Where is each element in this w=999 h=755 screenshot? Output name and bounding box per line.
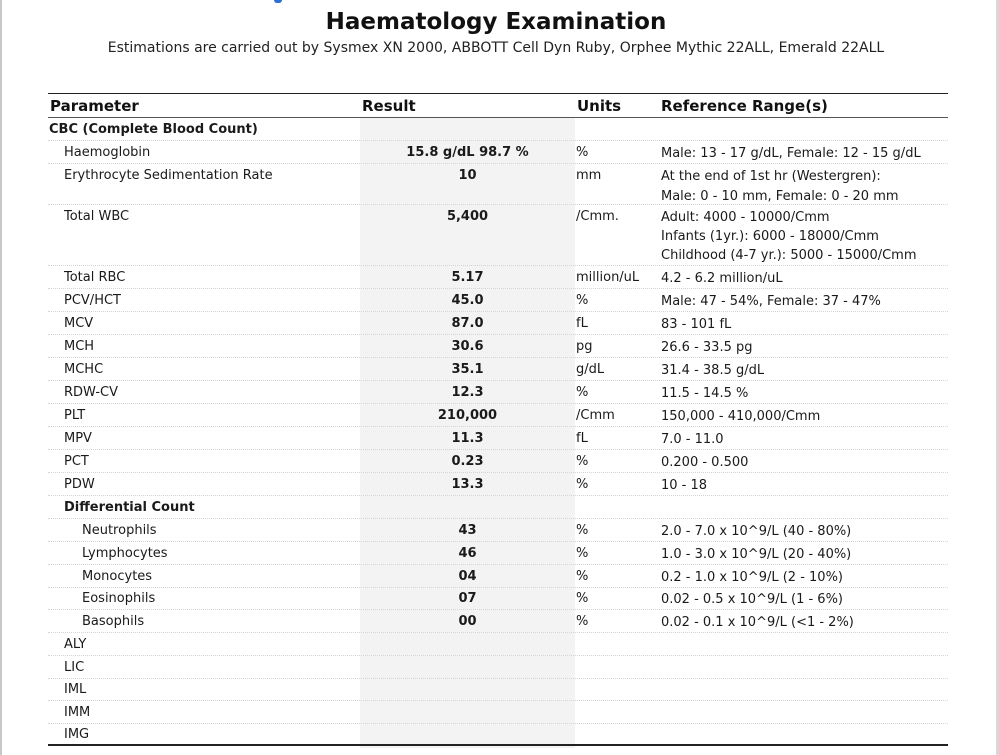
param-monocytes: Monocytes: [82, 569, 153, 584]
table-row: [48, 118, 948, 141]
param-mchc: MCHC: [64, 362, 104, 377]
table-row: [48, 496, 948, 519]
table-row: [48, 701, 948, 724]
param-pdw: PDW: [64, 477, 95, 492]
reference-range: 10 - 18: [661, 478, 708, 493]
result-value: 12.3: [451, 385, 484, 400]
result-value: 43: [458, 523, 477, 538]
unit-value: %: [576, 569, 589, 584]
reference-range: 4.2 - 6.2 million/uL: [661, 271, 783, 286]
table-row: [48, 266, 948, 289]
reference-range: At the end of 1st hr (Westergren):: [661, 169, 881, 184]
result-value: 30.6: [451, 339, 484, 354]
param-eosinophils: Eosinophils: [82, 591, 156, 606]
reference-range: 0.02 - 0.1 x 10^9/L (<1 - 2%): [661, 615, 854, 630]
table-row: [48, 205, 948, 266]
table-row: [48, 312, 948, 335]
unit-value: %: [576, 523, 589, 538]
reference-range: 83 - 101 fL: [661, 317, 732, 332]
table-row: [48, 542, 948, 565]
reference-range: 0.200 - 0.500: [661, 455, 749, 470]
param-total-rbc: Total RBC: [64, 270, 126, 285]
result-value: 15.8 g/dL 98.7 %: [406, 145, 529, 160]
unit-value: %: [576, 477, 589, 492]
table-row: [48, 473, 948, 496]
result-value: 10: [458, 168, 477, 183]
unit-value: %: [576, 145, 589, 160]
param-img: IMG: [64, 727, 90, 742]
reference-range: 0.02 - 0.5 x 10^9/L (1 - 6%): [661, 592, 843, 607]
result-value: 11.3: [451, 431, 484, 446]
unit-value: pg: [576, 339, 593, 354]
result-value: 46: [458, 546, 477, 561]
param-plt: PLT: [64, 408, 86, 423]
param-aly: ALY: [64, 637, 87, 652]
column-header-units: Units: [577, 97, 622, 115]
unit-value: %: [576, 546, 589, 561]
reference-range: 7.0 - 11.0: [661, 432, 724, 447]
result-value: 45.0: [451, 293, 484, 308]
reference-range: 1.0 - 3.0 x 10^9/L (20 - 40%): [661, 547, 852, 562]
param-pcv-hct: PCV/HCT: [64, 293, 121, 308]
unit-value: %: [576, 591, 589, 606]
table-row: [48, 141, 948, 164]
reference-range: Adult: 4000 - 10000/Cmm: [661, 210, 830, 225]
table-bottom-rule: [48, 744, 948, 746]
unit-value: %: [576, 614, 589, 629]
table-row: [48, 381, 948, 404]
column-header-parameter: Parameter: [50, 97, 139, 115]
table-row: [48, 427, 948, 450]
unit-value: /Cmm: [576, 408, 615, 423]
unit-value: fL: [576, 431, 588, 446]
table-row: [48, 404, 948, 427]
section-heading-differential-count: Differential Count: [64, 500, 195, 515]
reference-range-line-2: Male: 0 - 10 mm, Female: 0 - 20 mm: [661, 189, 899, 204]
result-value: 07: [458, 591, 477, 606]
reference-range: 11.5 - 14.5 %: [661, 386, 749, 401]
unit-value: %: [576, 454, 589, 469]
reference-range-line-2: Infants (1yr.): 6000 - 18000/Cmm: [661, 229, 879, 244]
table-row: [48, 519, 948, 542]
page-left-edge: [0, 0, 2, 755]
table-row: [48, 610, 948, 633]
column-header-result: Result: [362, 97, 416, 115]
reference-range: Male: 13 - 17 g/dL, Female: 12 - 15 g/dL: [661, 146, 921, 161]
unit-value: fL: [576, 316, 588, 331]
result-value: 13.3: [451, 477, 484, 492]
blue-scroll-mark: [274, 0, 282, 3]
table-row: [48, 633, 948, 656]
reference-range: 0.2 - 1.0 x 10^9/L (2 - 10%): [661, 570, 843, 585]
result-value: 5,400: [446, 209, 489, 224]
param-lymphocytes: Lymphocytes: [82, 546, 168, 561]
table-row: [48, 358, 948, 381]
param-basophils: Basophils: [82, 614, 145, 629]
table-row: [48, 723, 948, 744]
table-row: [48, 587, 948, 610]
column-header-reference: Reference Range(s): [661, 97, 828, 115]
param-mcv: MCV: [64, 316, 94, 331]
param-iml: IML: [64, 682, 87, 697]
reference-range: 31.4 - 38.5 g/dL: [661, 363, 765, 378]
result-value: 00: [458, 614, 477, 629]
table-row: [48, 164, 948, 205]
unit-value: mm: [576, 168, 602, 183]
table-top-rule: [48, 93, 948, 94]
result-value: 210,000: [437, 408, 498, 423]
param-rdw-cv: RDW-CV: [64, 385, 119, 400]
param-haemoglobin: Haemoglobin: [64, 145, 151, 160]
param-lic: LIC: [64, 660, 85, 675]
table-row: [48, 450, 948, 473]
reference-range: 26.6 - 33.5 pg: [661, 340, 753, 355]
reference-range: 150,000 - 410,000/Cmm: [661, 409, 821, 424]
unit-value: /Cmm.: [576, 209, 619, 224]
param-imm: IMM: [64, 705, 91, 720]
param-total-wbc: Total WBC: [64, 209, 130, 224]
table-row: [48, 565, 948, 588]
param-neutrophils: Neutrophils: [82, 523, 157, 538]
table-row: [48, 678, 948, 701]
reference-range: 2.0 - 7.0 x 10^9/L (40 - 80%): [661, 524, 852, 539]
unit-value: g/dL: [576, 362, 605, 377]
report-subtitle: Estimations are carried out by Sysmex XN 2000, ABBOTT Cell Dyn Ruby, Orphee Mythic 22ALL, Emerald 22ALL: [107, 40, 885, 56]
param-mch: MCH: [64, 339, 95, 354]
table-row: [48, 656, 948, 679]
unit-value: %: [576, 293, 589, 308]
table-row: [48, 289, 948, 312]
param-mpv: MPV: [64, 431, 92, 446]
unit-value: %: [576, 385, 589, 400]
reference-range-line-3: Childhood (4-7 yr.): 5000 - 15000/Cmm: [661, 248, 917, 263]
result-value: 0.23: [451, 454, 484, 469]
report-title: Haematology Examination: [325, 9, 667, 35]
param-esr: Erythrocyte Sedimentation Rate: [64, 168, 273, 183]
result-value: 35.1: [451, 362, 484, 377]
result-value: 5.17: [451, 270, 484, 285]
param-pct: PCT: [64, 454, 89, 469]
reference-range: Male: 47 - 54%, Female: 37 - 47%: [661, 294, 881, 309]
result-value: 04: [458, 569, 477, 584]
table-row: [48, 335, 948, 358]
section-heading-cbc: CBC (Complete Blood Count): [49, 122, 258, 137]
unit-value: million/uL: [576, 270, 640, 285]
result-value: 87.0: [451, 316, 484, 331]
